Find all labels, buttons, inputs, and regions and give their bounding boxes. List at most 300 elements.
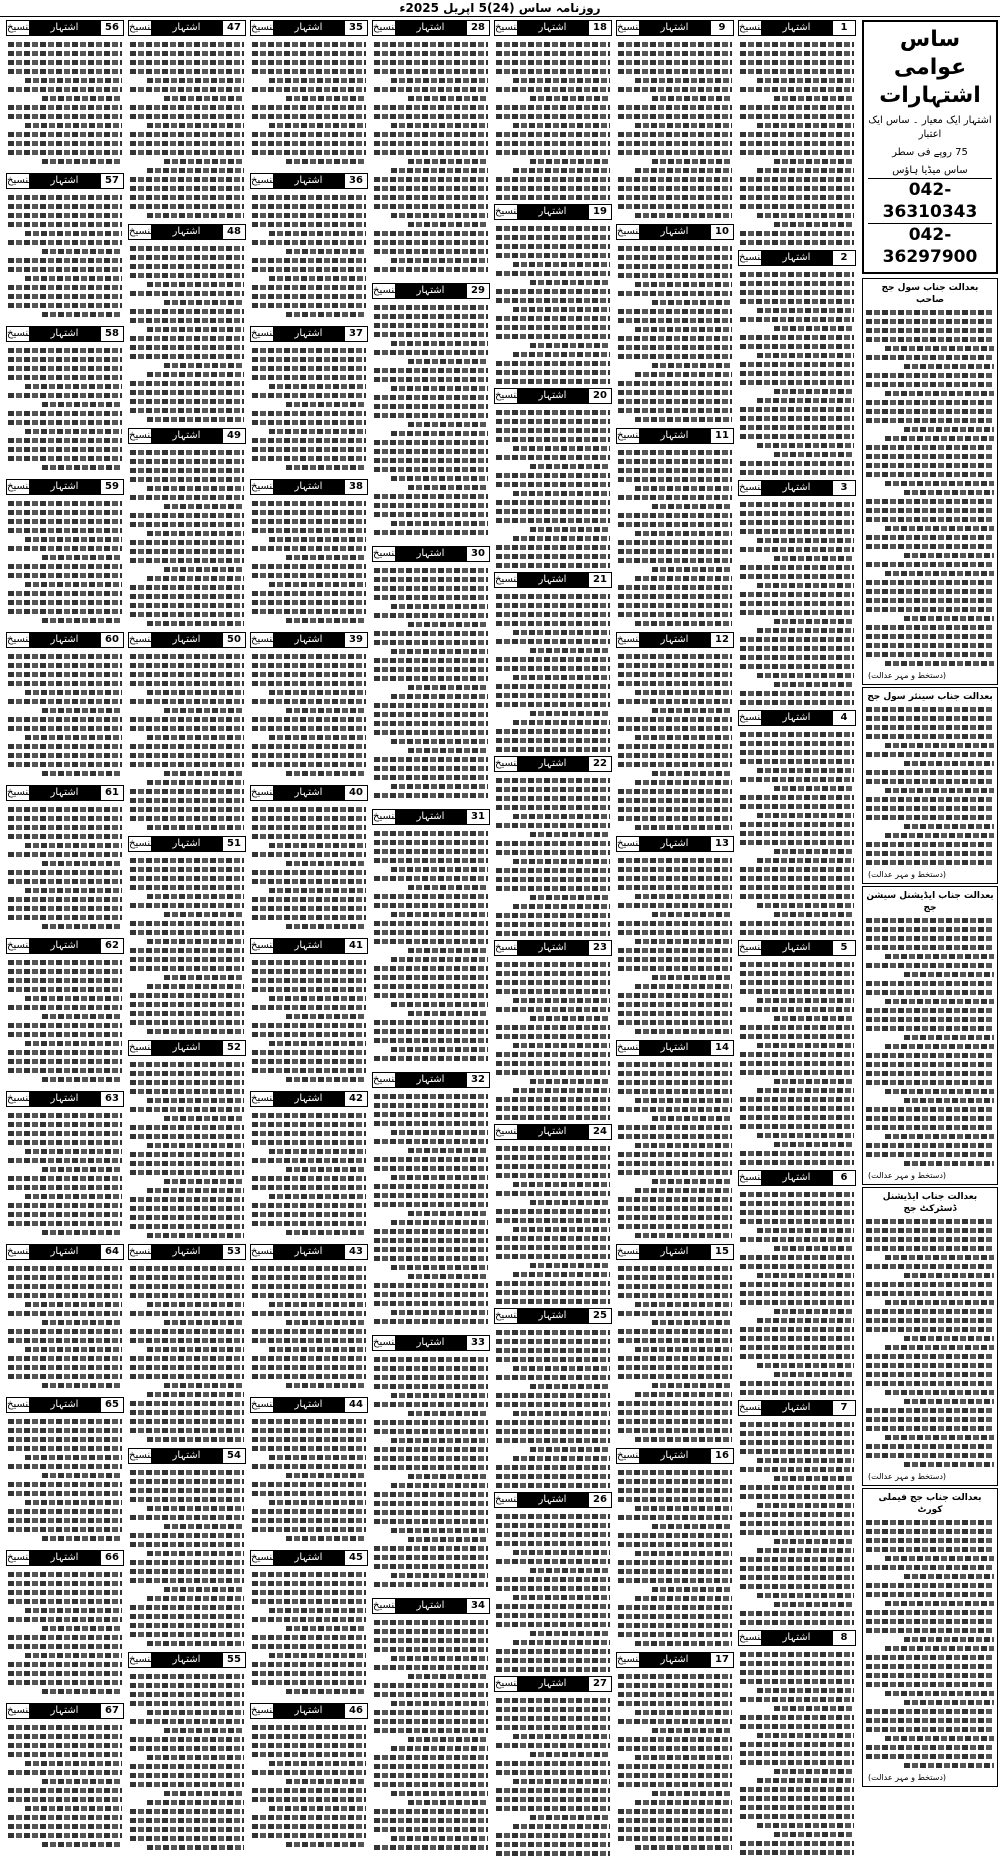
text-line bbox=[513, 491, 610, 496]
text-line bbox=[8, 1203, 122, 1208]
classified-ad bbox=[616, 1650, 734, 1854]
ad-number: 44 bbox=[344, 1398, 367, 1412]
text-line bbox=[740, 1530, 854, 1535]
ad-category: تنسیخ bbox=[129, 430, 154, 441]
text-line bbox=[740, 407, 854, 412]
text-line bbox=[496, 1052, 610, 1057]
text-line bbox=[496, 1429, 610, 1434]
text-line bbox=[904, 1399, 994, 1404]
text-line bbox=[8, 870, 122, 875]
text-line bbox=[8, 303, 122, 308]
text-line bbox=[740, 1192, 854, 1197]
ad-title: اشتہار bbox=[50, 1246, 79, 1257]
text-line bbox=[496, 823, 610, 828]
text-line bbox=[496, 886, 610, 891]
ad-title: اشتہار bbox=[416, 548, 445, 559]
text-line bbox=[42, 924, 122, 929]
ad-category: تنسیخ bbox=[7, 481, 32, 492]
classified-ad bbox=[494, 1122, 612, 1306]
text-line bbox=[252, 852, 366, 857]
text-line bbox=[269, 1653, 366, 1658]
text-line bbox=[391, 1836, 488, 1841]
text-line bbox=[740, 885, 854, 890]
text-line bbox=[269, 690, 366, 695]
text-line bbox=[374, 395, 488, 400]
text-line bbox=[635, 939, 732, 944]
text-line bbox=[496, 370, 610, 375]
ad-header bbox=[6, 1397, 124, 1413]
text-line bbox=[496, 1725, 610, 1730]
text-line bbox=[635, 1641, 732, 1646]
ad-title: اشتہار bbox=[660, 1246, 689, 1257]
text-line bbox=[391, 1265, 488, 1270]
ad-number: 3 bbox=[832, 481, 855, 495]
ad-number: 45 bbox=[344, 1551, 367, 1565]
ad-number: 27 bbox=[588, 1677, 611, 1691]
text-line bbox=[866, 734, 994, 739]
text-line bbox=[496, 1209, 610, 1214]
ad-category: تنسیخ bbox=[251, 634, 276, 645]
text-line bbox=[866, 472, 994, 477]
text-line bbox=[618, 1479, 732, 1484]
ad-body bbox=[372, 1351, 490, 1592]
text-line bbox=[252, 1284, 366, 1289]
text-line bbox=[42, 249, 122, 254]
text-line bbox=[618, 246, 732, 251]
text-line bbox=[618, 1107, 732, 1112]
text-line bbox=[885, 1300, 994, 1305]
text-line bbox=[8, 1644, 122, 1649]
text-line bbox=[8, 501, 122, 506]
ad-header bbox=[128, 836, 246, 852]
ad-body bbox=[616, 444, 734, 630]
text-line bbox=[618, 672, 732, 677]
text-line bbox=[286, 1167, 366, 1172]
ad-header bbox=[372, 283, 490, 299]
classified-ad bbox=[6, 324, 124, 477]
text-line bbox=[8, 1212, 122, 1217]
tagline: اشتہار ایک معیار ۔ ساس ایک اعتبار bbox=[868, 115, 992, 140]
text-line bbox=[374, 1519, 488, 1524]
text-line bbox=[740, 1751, 854, 1756]
text-line bbox=[618, 930, 732, 935]
ad-category: تنسیخ bbox=[495, 1678, 520, 1689]
ad-number: 54 bbox=[222, 1449, 245, 1463]
text-line bbox=[740, 1841, 854, 1846]
text-line bbox=[8, 546, 122, 551]
ad-category: تنسیخ bbox=[251, 1399, 276, 1410]
text-line bbox=[374, 1112, 488, 1117]
ad-body bbox=[372, 36, 490, 277]
text-line bbox=[618, 450, 732, 455]
text-line bbox=[8, 1131, 122, 1136]
text-line bbox=[496, 1604, 610, 1609]
text-line bbox=[618, 549, 732, 554]
text-line bbox=[130, 1107, 244, 1112]
text-line bbox=[8, 60, 122, 65]
text-line bbox=[130, 336, 244, 341]
text-line bbox=[130, 1365, 244, 1370]
text-line bbox=[408, 1674, 488, 1679]
text-line bbox=[530, 1447, 610, 1452]
text-line bbox=[740, 1620, 854, 1625]
text-line bbox=[25, 384, 122, 389]
text-line bbox=[130, 903, 244, 908]
ad-header bbox=[372, 1598, 490, 1614]
ad-number: 9 bbox=[710, 21, 733, 35]
classified-ad bbox=[250, 630, 368, 783]
text-line bbox=[147, 417, 244, 422]
text-line bbox=[635, 123, 732, 128]
text-line bbox=[130, 1818, 244, 1823]
text-line bbox=[8, 114, 122, 119]
text-line bbox=[130, 1338, 244, 1343]
text-line bbox=[252, 303, 366, 308]
text-line bbox=[252, 1374, 366, 1379]
text-line bbox=[496, 235, 610, 240]
text-line bbox=[740, 1787, 854, 1792]
ad-category: تنسیخ bbox=[617, 1042, 642, 1053]
text-line bbox=[513, 814, 610, 819]
ad-category: تنسیخ bbox=[373, 22, 398, 33]
text-line bbox=[286, 1473, 366, 1478]
text-line bbox=[8, 1752, 122, 1757]
text-line bbox=[374, 1456, 488, 1461]
text-line bbox=[618, 291, 732, 296]
text-line bbox=[8, 1482, 122, 1487]
ad-header bbox=[616, 1448, 734, 1464]
ad-body bbox=[6, 801, 124, 934]
text-line bbox=[252, 1032, 366, 1037]
text-line bbox=[496, 1523, 610, 1528]
text-line bbox=[496, 132, 610, 137]
text-line bbox=[513, 720, 610, 725]
text-line bbox=[42, 555, 122, 560]
text-line bbox=[374, 658, 488, 663]
ad-header bbox=[494, 756, 612, 772]
text-line bbox=[374, 105, 488, 110]
classified-ad bbox=[128, 18, 246, 222]
text-line bbox=[866, 400, 994, 405]
text-line bbox=[496, 1034, 610, 1039]
text-line bbox=[130, 816, 244, 821]
text-line bbox=[866, 1727, 994, 1732]
text-line bbox=[8, 105, 122, 110]
text-line bbox=[740, 1814, 854, 1819]
text-line bbox=[635, 1710, 732, 1715]
text-line bbox=[496, 1281, 610, 1286]
ad-header bbox=[494, 1676, 612, 1692]
text-line bbox=[8, 150, 122, 155]
text-line bbox=[513, 1734, 610, 1739]
text-line bbox=[252, 978, 366, 983]
ad-header bbox=[494, 388, 612, 404]
text-line bbox=[904, 972, 994, 977]
ad-header bbox=[738, 710, 856, 726]
text-line bbox=[496, 87, 610, 92]
text-line bbox=[618, 1836, 732, 1841]
text-line bbox=[130, 1134, 244, 1139]
text-line bbox=[740, 1007, 854, 1012]
ad-number: 47 bbox=[222, 21, 245, 35]
text-line bbox=[8, 897, 122, 902]
text-line bbox=[496, 962, 610, 967]
text-line bbox=[374, 921, 488, 926]
text-line bbox=[740, 511, 854, 516]
ad-category: تنسیخ bbox=[251, 1705, 276, 1716]
text-line bbox=[496, 1164, 610, 1169]
text-line bbox=[130, 1569, 244, 1574]
text-line bbox=[252, 1023, 366, 1028]
text-line bbox=[374, 1202, 488, 1207]
text-line bbox=[618, 1683, 732, 1688]
text-line bbox=[42, 1626, 122, 1631]
ad-title: اشتہار bbox=[416, 1074, 445, 1085]
text-line bbox=[618, 1125, 732, 1130]
text-line bbox=[866, 319, 994, 324]
text-line bbox=[8, 141, 122, 146]
ad-body bbox=[6, 36, 124, 169]
text-line bbox=[8, 816, 122, 821]
text-line bbox=[42, 1383, 122, 1388]
text-line bbox=[496, 1115, 610, 1120]
ad-category: تنسیخ bbox=[7, 22, 32, 33]
text-line bbox=[8, 1365, 122, 1370]
ad-body bbox=[616, 36, 734, 222]
text-line bbox=[866, 1282, 994, 1287]
ad-number: 43 bbox=[344, 1245, 367, 1259]
text-line bbox=[904, 1273, 994, 1278]
ad-header bbox=[738, 480, 856, 496]
text-line bbox=[130, 1329, 244, 1334]
ad-header bbox=[738, 20, 856, 36]
text-line bbox=[496, 787, 610, 792]
text-line bbox=[496, 186, 610, 191]
text-line bbox=[252, 132, 366, 137]
text-line bbox=[496, 1348, 610, 1353]
ad-title: اشتہار bbox=[172, 634, 201, 645]
text-line bbox=[130, 594, 244, 599]
text-line bbox=[130, 1836, 244, 1841]
text-line bbox=[618, 1632, 732, 1637]
text-line bbox=[866, 625, 994, 630]
text-line bbox=[496, 518, 610, 523]
text-line bbox=[740, 741, 854, 746]
text-line bbox=[8, 1356, 122, 1361]
text-line bbox=[8, 1050, 122, 1055]
text-line bbox=[885, 954, 994, 959]
text-line bbox=[618, 993, 732, 998]
text-line bbox=[130, 921, 244, 926]
text-line bbox=[408, 1411, 488, 1416]
text-line bbox=[130, 789, 244, 794]
text-line bbox=[374, 730, 488, 735]
text-line bbox=[25, 1149, 122, 1154]
text-line bbox=[252, 1122, 366, 1127]
text-line bbox=[391, 1528, 488, 1533]
text-line bbox=[374, 640, 488, 645]
text-line bbox=[618, 594, 732, 599]
text-line bbox=[252, 1617, 366, 1622]
text-line bbox=[740, 1742, 854, 1747]
ad-header bbox=[6, 1091, 124, 1107]
text-line bbox=[252, 672, 366, 677]
text-line bbox=[374, 1301, 488, 1306]
text-line bbox=[130, 513, 244, 518]
text-line bbox=[252, 663, 366, 668]
text-line bbox=[757, 78, 854, 83]
text-line bbox=[408, 1274, 488, 1279]
text-line bbox=[374, 775, 488, 780]
text-line bbox=[252, 1743, 366, 1748]
ad-body bbox=[128, 1668, 246, 1854]
text-line bbox=[42, 771, 122, 776]
text-line bbox=[618, 948, 732, 953]
text-line bbox=[252, 969, 366, 974]
text-line bbox=[8, 663, 122, 668]
text-line bbox=[866, 851, 994, 856]
text-line bbox=[866, 1264, 994, 1269]
text-line bbox=[252, 348, 366, 353]
text-line bbox=[866, 1583, 994, 1588]
text-line bbox=[130, 1401, 244, 1406]
text-line bbox=[8, 1617, 122, 1622]
text-line bbox=[25, 537, 122, 542]
text-line bbox=[130, 1578, 244, 1583]
text-line bbox=[757, 1133, 854, 1138]
text-line bbox=[496, 738, 610, 743]
ad-column-5 bbox=[250, 18, 368, 1860]
text-line bbox=[8, 1446, 122, 1451]
ad-header bbox=[250, 632, 368, 648]
ad-header bbox=[6, 326, 124, 342]
ad-body bbox=[494, 1324, 612, 1490]
ad-title: اشتہار bbox=[294, 1552, 323, 1563]
text-line bbox=[635, 1392, 732, 1397]
text-line bbox=[652, 1116, 732, 1121]
ad-title: اشتہار bbox=[538, 206, 567, 217]
text-line bbox=[740, 1255, 854, 1260]
text-line bbox=[130, 204, 244, 209]
text-line bbox=[740, 1381, 854, 1386]
ad-number: 52 bbox=[222, 1041, 245, 1055]
ad-category: تنسیخ bbox=[739, 22, 764, 33]
text-line bbox=[635, 780, 732, 785]
ad-number: 15 bbox=[710, 1245, 733, 1259]
classified-ad bbox=[6, 18, 124, 171]
text-line bbox=[635, 1029, 732, 1034]
text-line bbox=[130, 744, 244, 749]
ad-category: تنسیخ bbox=[495, 942, 520, 953]
text-line bbox=[496, 298, 610, 303]
classified-ad bbox=[372, 281, 490, 544]
text-line bbox=[885, 436, 994, 441]
text-line bbox=[130, 1764, 244, 1769]
text-line bbox=[130, 966, 244, 971]
text-line bbox=[374, 530, 488, 535]
text-line bbox=[866, 463, 994, 468]
text-line bbox=[8, 978, 122, 983]
text-line bbox=[286, 555, 366, 560]
text-line bbox=[496, 60, 610, 65]
text-line bbox=[269, 78, 366, 83]
text-line bbox=[530, 527, 610, 532]
text-line bbox=[513, 1456, 610, 1461]
text-line bbox=[252, 1338, 366, 1343]
text-line bbox=[374, 1420, 488, 1425]
court-notice-title: بعدالت جناب ایڈیشنل ڈسٹرکٹ جج bbox=[882, 1192, 978, 1214]
ad-body bbox=[6, 1413, 124, 1546]
text-line bbox=[635, 621, 732, 626]
text-line bbox=[740, 150, 854, 155]
text-line bbox=[740, 592, 854, 597]
text-line bbox=[740, 529, 854, 534]
text-line bbox=[618, 1410, 732, 1415]
ad-number: 25 bbox=[588, 1309, 611, 1323]
ad-number: 40 bbox=[344, 786, 367, 800]
text-line bbox=[866, 1709, 994, 1714]
text-line bbox=[740, 335, 854, 340]
text-line bbox=[740, 425, 854, 430]
text-line bbox=[757, 1458, 854, 1463]
text-line bbox=[618, 1746, 732, 1751]
text-line bbox=[740, 204, 854, 209]
text-line bbox=[391, 123, 488, 128]
text-line bbox=[618, 1266, 732, 1271]
text-line bbox=[374, 1782, 488, 1787]
text-line bbox=[374, 1103, 488, 1108]
ad-number: 18 bbox=[588, 21, 611, 35]
text-line bbox=[740, 272, 854, 277]
text-line bbox=[130, 1623, 244, 1628]
ad-body bbox=[6, 189, 124, 322]
text-line bbox=[408, 359, 488, 364]
text-line bbox=[374, 1728, 488, 1733]
court-notice bbox=[862, 687, 998, 884]
text-line bbox=[269, 384, 366, 389]
ad-body bbox=[250, 1413, 368, 1546]
text-line bbox=[8, 456, 122, 461]
text-line bbox=[8, 726, 122, 731]
text-line bbox=[496, 850, 610, 855]
text-line bbox=[652, 159, 732, 164]
text-line bbox=[374, 249, 488, 254]
text-line bbox=[252, 681, 366, 686]
text-line bbox=[374, 350, 488, 355]
text-line bbox=[252, 1725, 366, 1730]
text-line bbox=[618, 1578, 732, 1583]
text-line bbox=[513, 859, 610, 864]
text-line bbox=[618, 105, 732, 110]
text-line bbox=[513, 446, 610, 451]
text-line bbox=[618, 1719, 732, 1724]
text-line bbox=[496, 1514, 610, 1519]
text-line bbox=[866, 1547, 994, 1552]
text-line bbox=[866, 580, 994, 585]
ad-number: 65 bbox=[100, 1398, 123, 1412]
text-line bbox=[740, 1070, 854, 1075]
text-line bbox=[496, 621, 610, 626]
ad-title: اشتہار bbox=[172, 1450, 201, 1461]
text-line bbox=[8, 987, 122, 992]
ad-category: تنسیخ bbox=[7, 328, 32, 339]
text-line bbox=[496, 1541, 610, 1546]
text-line bbox=[374, 114, 488, 119]
ad-number: 32 bbox=[466, 1073, 489, 1087]
text-line bbox=[740, 1697, 854, 1702]
ad-category: تنسیخ bbox=[129, 1042, 154, 1053]
text-line bbox=[740, 1201, 854, 1206]
